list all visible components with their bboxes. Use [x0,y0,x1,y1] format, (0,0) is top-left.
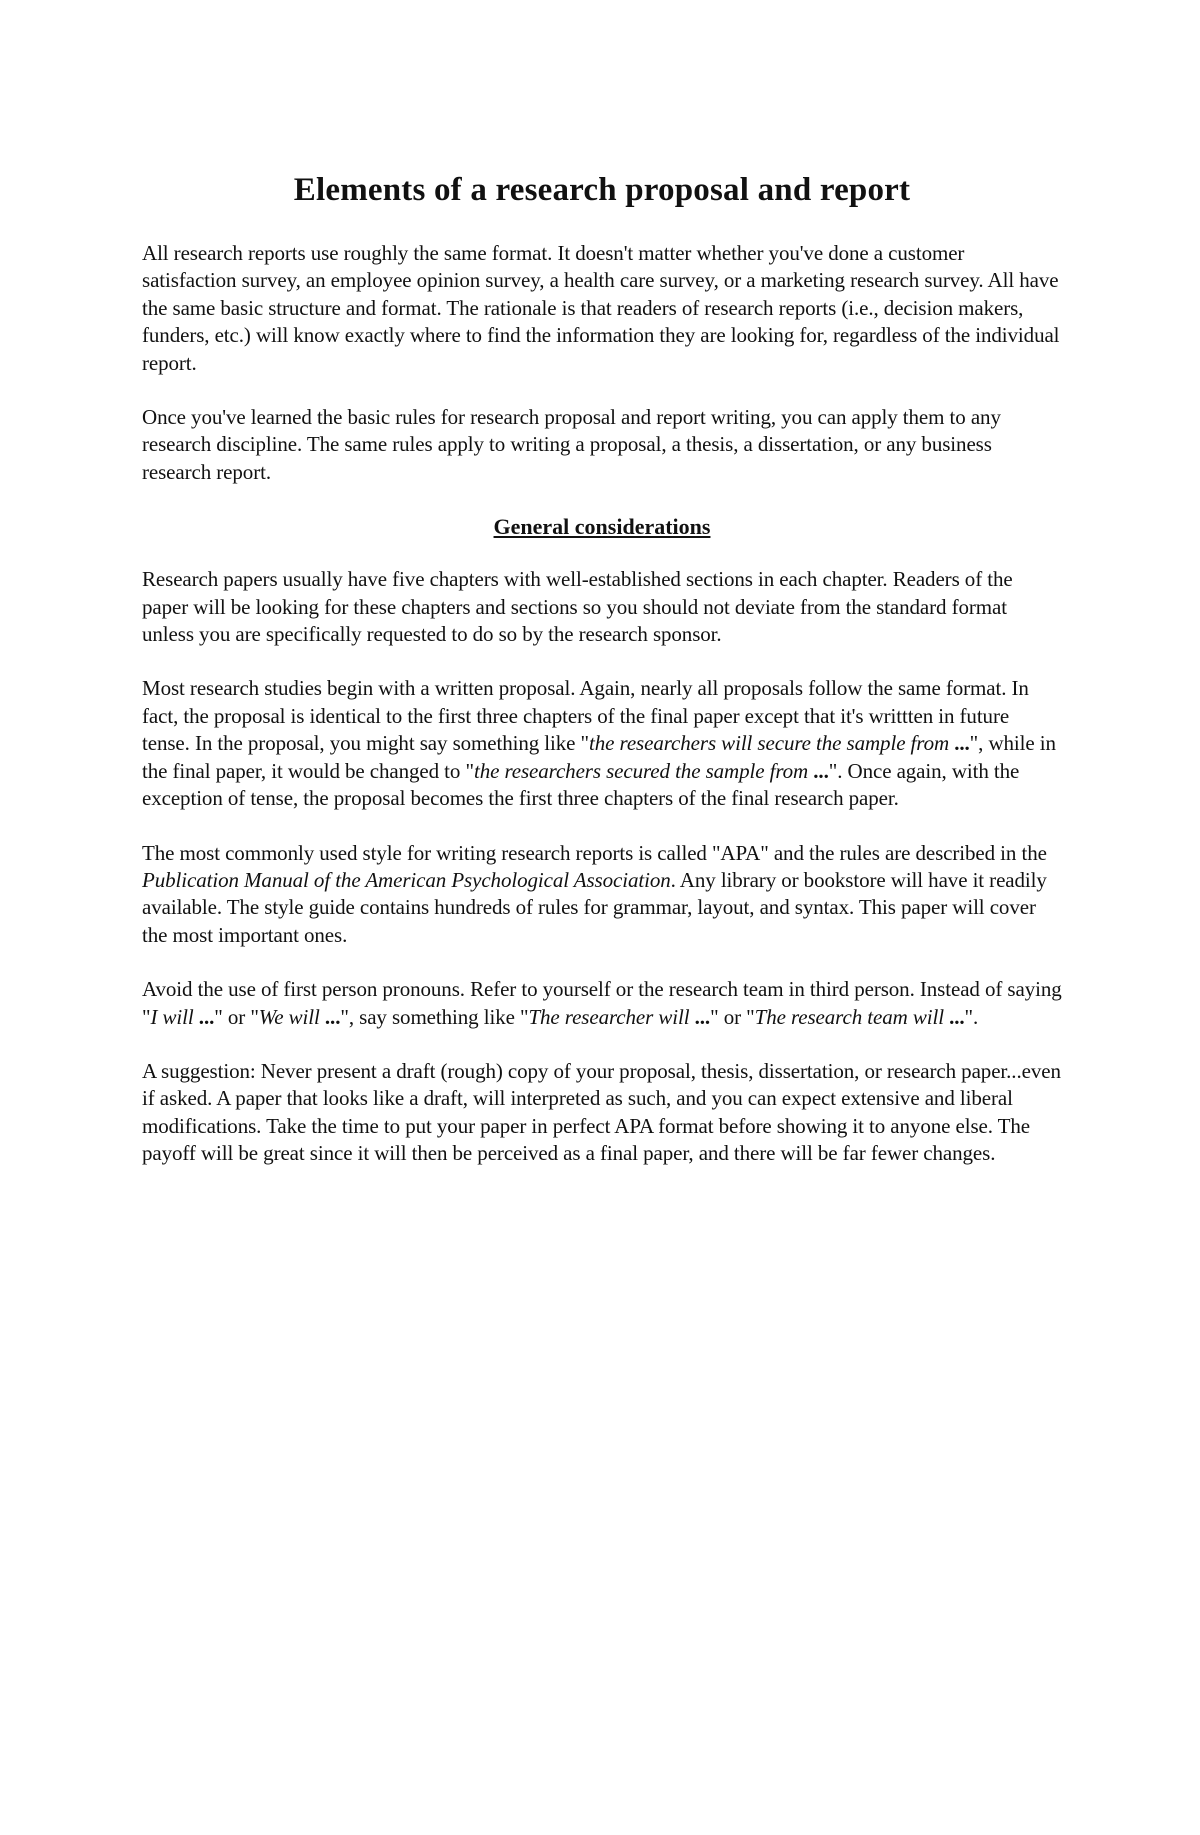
text-segment: ". Once again, with the exception of tense, the proposal becomes the first three chapters of the final research paper. [142,758,1020,811]
paragraph-apa-style [142,840,1062,950]
text-segment: ", say something like " [340,1004,529,1029]
text-segment: Most research studies begin with a written proposal. Again, nearly all proposals follow the same format. In fact, the proposal is identical to the first three chapters of the final paper except that it's writtten in future tense. In the proposal, you might say something like " [142,676,1029,756]
ellipsis: ... [943,1004,965,1029]
italic-example: The researcher will [528,1004,690,1029]
intro-paragraph-1: All research reports use roughly the same format. It doesn't matter whether you've done a customer satisfaction survey, an employee opinion survey, a health care survey, or a marketing research survey. All have the same basic structure and format. The rationale is that readers of research reports (i.e., decision makers, funders, etc.) will know exactly where to find the information they are looking for, regardless of the individual report. [142,241,1060,375]
text-segment: " or " [214,1004,259,1029]
paragraph-proposal-tense [142,675,1062,812]
text-segment: ", while in the final paper, it would be changed to " [142,731,1056,783]
italic-book-title: Publication Manual of the American Psychological Association [142,867,671,892]
italic-example: the researchers will secure the sample from [589,731,950,756]
intro-paragraph-2: Once you've learned the basic rules for research proposal and report writing, you can apply them to any research discipline. The same rules apply to writing a proposal, a thesis, a dissertation, or any business research report. [142,405,1001,484]
text-segment: Avoid the use of first person pronouns. Refer to yourself or the research team in third person. Instead of saying " [142,977,1062,1029]
text-segment: " or " [710,1004,755,1029]
italic-example: We will [258,1004,320,1029]
ellipsis: ... [949,731,970,756]
section-heading-general-considerations: General considerations [493,514,711,540]
paragraph-suggestion: A suggestion: Never present a draft (rough) copy of your proposal, thesis, dissertation, or research paper...even if asked. A paper that looks like a draft, will interpreted as such, and you can expect extensive and liberal modifications. Take the time to put your paper in perfect APA format before showing it to anyone else. The payoff will be great since it will then be perceived as a final paper, and there will be far fewer changes. [142,1058,1061,1166]
ellipsis: ... [319,1004,341,1029]
paragraph-pronouns [142,976,1062,1031]
text-segment: ". [964,1004,979,1029]
text-segment: . Any library or bookstore will have it readily available. The style guide contains hundreds of rules for grammar, layout, and syntax. This paper will cover the most important ones. [142,867,1047,947]
ellipsis: ... [689,1004,711,1029]
italic-example: the researchers secured the sample from [473,758,809,783]
ellipsis: ... [193,1004,215,1029]
document-page [142,170,1062,1195]
page-title: Elements of a research proposal and report [293,172,911,208]
ellipsis: ... [808,758,829,783]
paragraph-chapters: Research papers usually have five chapters with well-established sections in each chapter. Readers of the paper will be looking for these chapters and sections so you should not deviate from the standard format unless you are specifically requested to do so by the research sponsor. [142,567,1013,647]
italic-example: I will [150,1004,194,1029]
text-segment: The most commonly used style for writing research reports is called "APA" and the rules are described in the [142,840,1047,865]
italic-example: The research team will [754,1004,944,1029]
